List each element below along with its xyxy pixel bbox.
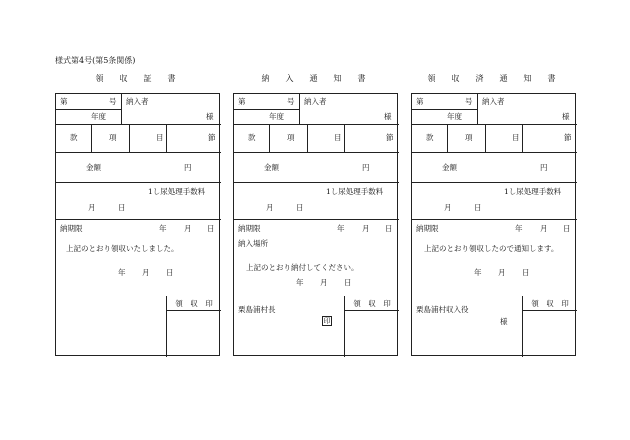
payer-label: 納入者 [126, 97, 149, 106]
date-month-label: 月 [498, 268, 506, 277]
day-label: 日 [296, 203, 304, 212]
honorific-label: 様 [384, 112, 392, 121]
fiscal-year-label: 年度 [91, 112, 106, 121]
receipt-form [55, 93, 220, 356]
date-month-label: 月 [320, 278, 328, 287]
receipt-notice-form [411, 93, 576, 356]
deadline-month-label: 月 [540, 224, 548, 233]
kou-label: 項 [287, 133, 295, 142]
date-day-label: 日 [522, 268, 530, 277]
number-label-dai: 第 [416, 97, 424, 106]
yen-label: 円 [362, 163, 370, 172]
amount-label: 金額 [442, 163, 457, 172]
payer-label: 納入者 [482, 97, 505, 106]
payment-notice-form [233, 93, 398, 356]
date-year-label: 年 [296, 278, 304, 287]
date-year-label: 年 [474, 268, 482, 277]
moku-label: 目 [334, 133, 342, 142]
day-label: 日 [118, 203, 126, 212]
deadline-label: 納期限 [416, 224, 439, 233]
deadline-day-label: 日 [563, 224, 571, 233]
honorific-label: 様 [562, 112, 570, 121]
yen-label: 円 [540, 163, 548, 172]
issuer-name: 栗島浦村収入役 [416, 305, 469, 314]
honorific-label: 様 [206, 112, 214, 121]
issuer-name: 栗島浦村長 [238, 305, 276, 314]
date-month-label: 月 [142, 268, 150, 277]
date-day-label: 日 [344, 278, 352, 287]
number-label-dai: 第 [60, 97, 68, 106]
amount-label: 金額 [264, 163, 279, 172]
moku-label: 目 [156, 133, 164, 142]
month-label: 月 [88, 203, 96, 212]
deadline-month-label: 月 [184, 224, 192, 233]
fiscal-year-label: 年度 [447, 112, 462, 121]
amount-label: 金額 [86, 163, 101, 172]
deadline-year-label: 年 [337, 224, 345, 233]
moku-label: 目 [512, 133, 520, 142]
payment-place-label: 納入場所 [238, 239, 268, 248]
deadline-day-label: 日 [207, 224, 215, 233]
fee-item-label: 1し尿処理手数料 [326, 187, 384, 196]
number-label-dai: 第 [238, 97, 246, 106]
fee-item-label: 1し尿処理手数料 [148, 187, 206, 196]
yen-label: 円 [184, 163, 192, 172]
day-label: 日 [474, 203, 482, 212]
deadline-day-label: 日 [385, 224, 393, 233]
kan-label: 款 [426, 133, 434, 142]
payment-notice-title: 納 入 通 知 書 [261, 74, 370, 83]
form-number-note: 様式第4号(第5条関係) [55, 56, 136, 65]
deadline-year-label: 年 [515, 224, 523, 233]
month-label: 月 [266, 203, 274, 212]
deadline-label: 納期限 [238, 224, 261, 233]
deadline-month-label: 月 [362, 224, 370, 233]
seal-header: 領 収 印 [353, 299, 391, 308]
seal-header: 領 収 印 [531, 299, 569, 308]
month-label: 月 [444, 203, 452, 212]
setsu-label: 節 [564, 133, 572, 142]
number-label-go: 号 [465, 97, 473, 106]
date-year-label: 年 [118, 268, 126, 277]
deadline-year-label: 年 [159, 224, 167, 233]
issuer-honorific: 様 [500, 317, 508, 326]
receipt-message: 上記のとおり領収いたしました。 [66, 244, 179, 253]
receipt-title: 領 収 証 書 [95, 74, 180, 83]
payer-label: 納入者 [304, 97, 327, 106]
fee-item-label: 1し尿処理手数料 [504, 187, 562, 196]
deadline-label: 納期限 [60, 224, 83, 233]
seal-header: 領 収 印 [175, 299, 213, 308]
official-seal-mark: 印 [323, 317, 331, 325]
kou-label: 項 [109, 133, 117, 142]
fiscal-year-label: 年度 [269, 112, 284, 121]
setsu-label: 節 [208, 133, 216, 142]
number-label-go: 号 [109, 97, 117, 106]
setsu-label: 節 [386, 133, 394, 142]
number-label-go: 号 [287, 97, 295, 106]
kan-label: 款 [248, 133, 256, 142]
kan-label: 款 [70, 133, 78, 142]
date-day-label: 日 [166, 268, 174, 277]
receipt-notice-title: 領 収 済 通 知 書 [427, 74, 560, 83]
notice-message: 上記のとおり納付してください。 [246, 263, 359, 272]
kou-label: 項 [465, 133, 473, 142]
receipt-notice-message: 上記のとおり領収したので通知します。 [424, 244, 559, 253]
